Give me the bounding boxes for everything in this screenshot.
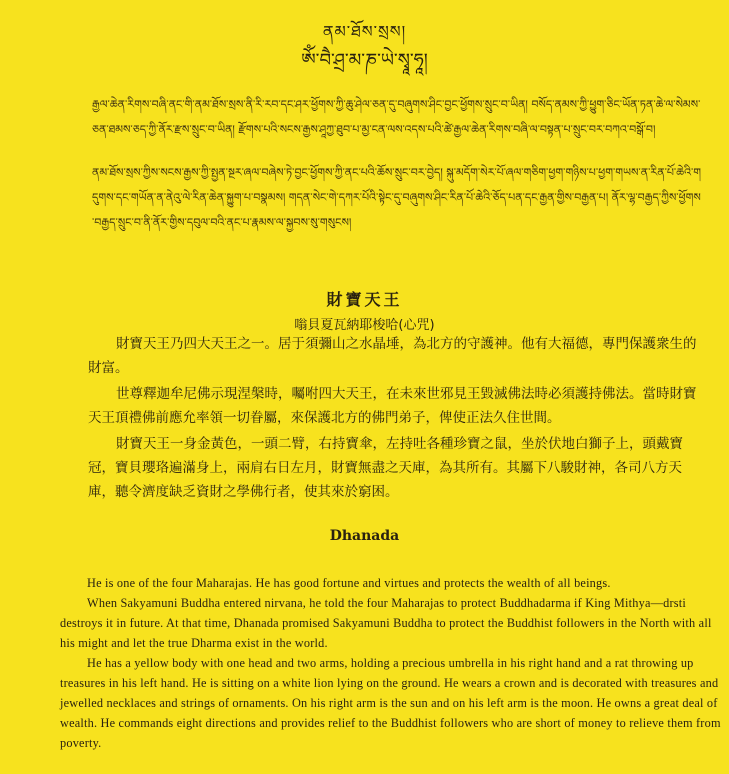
tibetan-mantra: ཨོཾ་བཻ་ཤྲ་མ་ཎ་ཡེ་སྭཱ་ཧཱ། bbox=[301, 50, 428, 71]
chinese-paragraph-2: 世尊釋迦牟尼佛示現涅槃時，囑咐四大天王，在未來世邪見王毀滅佛法時必須護持佛法。當時財寶天王頂禮佛前應允率領一切眷屬，來保護北方的佛門弟子，俾使正法久住世間。 bbox=[88, 386, 697, 426]
chinese-paragraph-1: 財寶天王乃四大天王之一。居于須彌山之水晶埵，為北方的守護神。他有大福德，專門保護衆生的財富。 bbox=[88, 336, 697, 376]
english-paragraph-1: He is one of the four Maharajas. He has good fortune and virtues and protects the wealth of all beings. bbox=[87, 576, 611, 590]
chinese-subtitle: 嗡貝夏瓦納耶梭哈(心咒) bbox=[294, 318, 435, 333]
tibetan-paragraph-1: རྒྱལ་ཆེན་རིགས་བཞི་ནང་གི་ནམ་ཐོས་སྲས་ནི་རི་རབ་དང་ཤར་ཕྱོགས་ཀྱི་ཆུ་ཤེལ་ཅན་དུ་བཞུགས་ཤིང་བྱང་ཕྱོགས་སྲུང་བ་ཡིན། བསོད་ནམས་ཀྱི་ཕྱུག་ཅིང་ཡོན་ཏན་ཆེ་ལ་སེམས་ཅན་ཐམས་ཅད་ཀྱི་ནོར་རྫས་སྲུང་བ་ཡིན། རྫོགས་པའི་སངས་རྒྱས་ཤཱཀྱ་ཐུབ་པ་མྱ་ངན་ལས་འདས་པའི་ཚེ་རྒྱལ་ཆེན་རིགས་བཞི་ལ་བསྟན་པ་སྲུང་བར་བཀའ་བསྒོ་བ། bbox=[92, 98, 701, 136]
english-title: Dhanada bbox=[329, 528, 400, 544]
tibetan-title: ནམ་ཐོས་སྲས། bbox=[322, 22, 407, 41]
english-paragraph-3: He has a yellow body with one head and two arms, holding a precious umbrella in his right hand and a rat throwing up treasures in his left hand. He is sitting on a white lion lying on the ground. He wears a crown and is decorated with treasures and jewelled necklaces and strings of ornaments. On his right arm is the sun and on his left arm is the moon. He owns a great deal of wealth. He commands eight directions and provides relief to the Buddhist followers who are short of money to relieve them from poverty. bbox=[60, 656, 721, 750]
english-paragraph-2: When Sakyamuni Buddha entered nirvana, he told the four Maharajas to protect Buddhadarma if King Mithya—drsti destroys it in future. At that time, Dhanada promised Sakyamuni Buddha to protect the Buddhist followers in the North with all his might and let the true Dharma exist in the world. bbox=[60, 596, 712, 650]
tibetan-paragraph-2: ནམ་ཐོས་སྲས་ཀྱིས་སངས་རྒྱས་ཀྱི་སྤྱན་སྔར་ཞལ་བཞེས་ཏེ་བྱང་ཕྱོགས་ཀྱི་ནང་པའི་ཆོས་སྲུང་བར་བྱེད། སྐུ་མདོག་སེར་པོ་ཞལ་གཅིག་ཕྱག་གཉིས་པ་ཕྱག་གཡས་ན་རིན་པོ་ཆེའི་གདུགས་དང་གཡོན་ན་ནེའུ་ལེ་རིན་ཆེན་སྐྱུག་པ་བསྣམས། གདན་སེང་གེ་དཀར་པོའི་སྟེང་དུ་བཞུགས་ཤིང་རིན་པོ་ཆེའི་ཅོད་པན་དང་རྒྱན་གྱིས་བརྒྱན་པ། ནོར་ལྷ་བརྒྱད་ཀྱིས་ཕྱོགས་བརྒྱད་སྲུང་བ་ནི་ནོར་གྱིས་དབུལ་བའི་ནང་པ་རྣམས་ལ་སྐྱབས་སུ་གསུངས། bbox=[92, 166, 702, 229]
chinese-paragraph-3: 財寶天王一身金黃色，一頭二臂，右持寶傘，左持吐各種珍寶之鼠，坐於伏地白獅子上，頭戴寶冠，寶貝瓔珞遍滿身上，兩肩右日左月，財寶無盡之天庫，為其所有。其屬下八駿財神，各司八方天庫，聽令濟度缺乏資財之學佛行者，使其來於窮困。 bbox=[88, 436, 683, 500]
chinese-title: 財寶天王 bbox=[326, 290, 403, 309]
